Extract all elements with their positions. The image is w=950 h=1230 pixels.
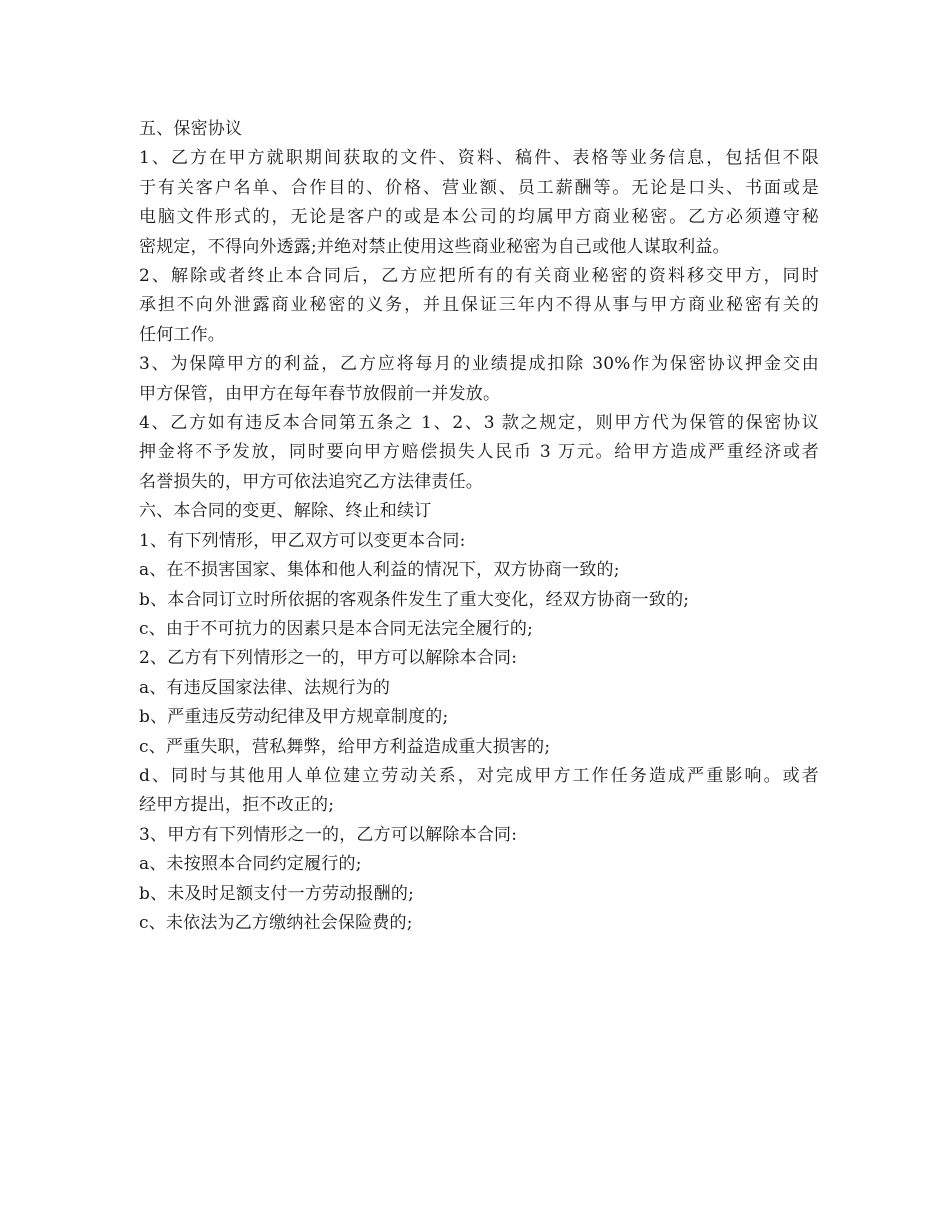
text-line: 4、乙方如有违反本合同第五条之 1、2、3 款之规定，则甲方代为保管的保密协议 — [139, 413, 819, 434]
text-line: 3、甲方有下列情形之一的，乙方可以解除本合同: — [139, 824, 518, 845]
text-line: c、严重失职，营私舞弊，给甲方利益造成重大损害的; — [139, 736, 551, 757]
text-line: 3、为保障甲方的利益，乙方应将每月的业绩提成扣除 30%作为保密协议押金交由 — [139, 354, 819, 375]
paragraph — [139, 350, 819, 409]
text-line: b、严重违反劳动纪律及甲方规章制度的; — [139, 707, 449, 728]
paragraph — [139, 762, 819, 821]
text-line: 1、乙方在甲方就职期间获取的文件、资料、稿件、表格等业务信息，包括但不限 — [139, 148, 819, 169]
text-line: b、未及时足额支付一方劳动报酬的; — [139, 883, 415, 904]
text-line: 2、解除或者终止本合同后，乙方应把所有的有关商业秘密的资料移交甲方，同时 — [139, 266, 819, 287]
text-line: 押金将不予发放，同时要向甲方赔偿损失人民币 3 万元。给甲方造成严重经济或者 — [139, 442, 819, 463]
text-line: c、未依法为乙方缴纳社会保险费的; — [139, 912, 413, 933]
paragraph — [139, 880, 819, 909]
paragraph — [139, 909, 819, 938]
text-line: 六、本合同的变更、解除、终止和续订 — [139, 501, 432, 522]
paragraph — [139, 262, 819, 350]
text-line: a、未按照本合同约定履行的; — [139, 854, 362, 875]
paragraph — [139, 850, 819, 879]
document-body — [139, 115, 819, 938]
text-line: 甲方保管，由甲方在每年春节放假前一并发放。 — [139, 383, 501, 404]
text-line: c、由于不可抗力的因素只是本合同无法完全履行的; — [139, 618, 534, 639]
paragraph — [139, 674, 819, 703]
text-line: 名誉损失的，甲方可依法追究乙方法律责任。 — [139, 471, 483, 492]
paragraph — [139, 497, 819, 526]
text-line: 密规定，不得向外透露;并绝对禁止使用这些商业秘密为自己或他人谋取利益。 — [139, 236, 730, 257]
paragraph — [139, 556, 819, 585]
text-line: a、有违反国家法律、法规行为的 — [139, 677, 391, 698]
paragraph — [139, 733, 819, 762]
paragraph — [139, 821, 819, 850]
text-line: 电脑文件形式的，无论是客户的或是本公司的均属甲方商业秘密。乙方必须遵守秘 — [139, 207, 819, 228]
paragraph — [139, 527, 819, 556]
paragraph — [139, 409, 819, 497]
text-line: 承担不向外泄露商业秘密的义务，并且保证三年内不得从事与甲方商业秘密有关的 — [139, 295, 819, 316]
text-line: a、在不损害国家、集体和他人利益的情况下，双方协商一致的; — [139, 560, 620, 581]
text-line: 经甲方提出，拒不改正的; — [139, 795, 335, 816]
text-line: 五、保密协议 — [139, 119, 243, 139]
paragraph — [139, 144, 819, 262]
text-line: b、本合同订立时所依据的客观条件发生了重大变化，经双方协商一致的; — [139, 589, 690, 610]
text-line: d、同时与其他用人单位建立劳动关系，对完成甲方工作任务造成严重影响。或者 — [139, 765, 819, 786]
text-line: 1、有下列情形，甲乙双方可以变更本合同: — [139, 530, 466, 551]
paragraph — [139, 615, 819, 644]
paragraph — [139, 586, 819, 615]
paragraph — [139, 115, 819, 144]
text-line: 于有关客户名单、合作目的、价格、营业额、员工薪酬等。无论是口头、书面或是 — [139, 177, 819, 198]
paragraph — [139, 703, 819, 732]
text-line: 任何工作。 — [139, 324, 225, 345]
paragraph — [139, 644, 819, 673]
text-line: 2、乙方有下列情形之一的，甲方可以解除本合同: — [139, 648, 518, 669]
